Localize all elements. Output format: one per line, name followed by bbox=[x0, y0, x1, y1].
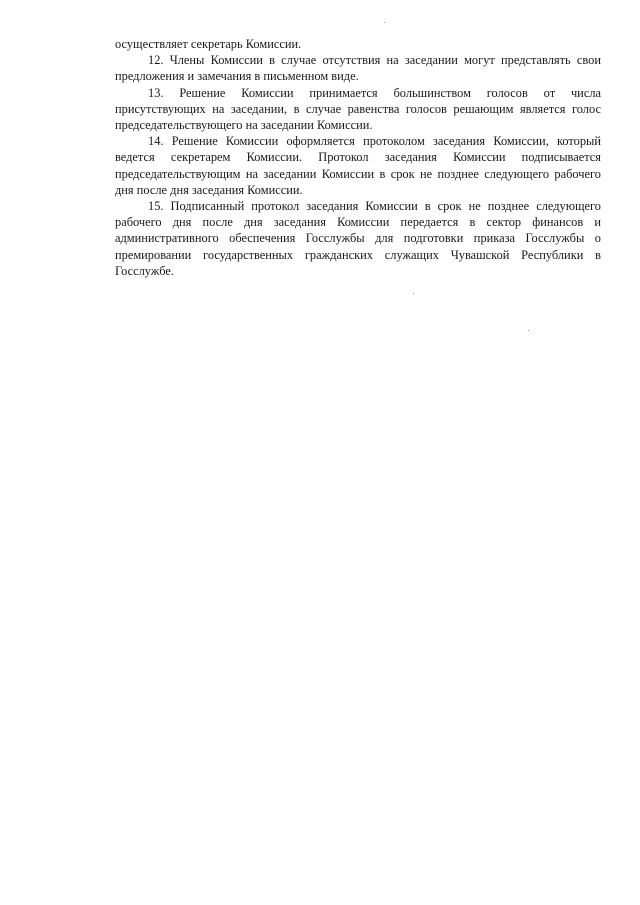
scan-speck bbox=[384, 22, 385, 23]
scan-speck bbox=[413, 293, 414, 294]
paragraph-12: 12. Члены Комиссии в случае отсутствия на заседании могут представлять свои предложения и замечания в письменном виде. bbox=[115, 53, 601, 84]
document-body bbox=[115, 36, 601, 279]
paragraph-14: 14. Решение Комиссии оформляется протоколом заседания Комиссии, который ведется секретарем Комиссии. Протокол заседания Комиссии подписывается председательствующим на заседании Комиссии в срок не позднее следующего рабочего дня после дня заседания Комиссии. bbox=[115, 134, 601, 197]
scan-speck bbox=[528, 330, 529, 331]
paragraph-continuation: осуществляет секретарь Комиссии. bbox=[115, 37, 302, 51]
paragraph-13: 13. Решение Комиссии принимается большинством голосов от числа присутствующих на заседании, в случае равенства голосов решающим является голос председательствующего на заседании Комиссии. bbox=[115, 85, 601, 133]
paragraph-15: 15. Подписанный протокол заседания Комиссии в срок не позднее следующего рабочего дня после дня заседания Комиссии передается в сектор финансов и административного обеспечения Госслужбы для подготовки приказа Госслужбы о премировании государственных гражданских служащих Чувашской Республики в Госслужбе. bbox=[115, 199, 601, 278]
